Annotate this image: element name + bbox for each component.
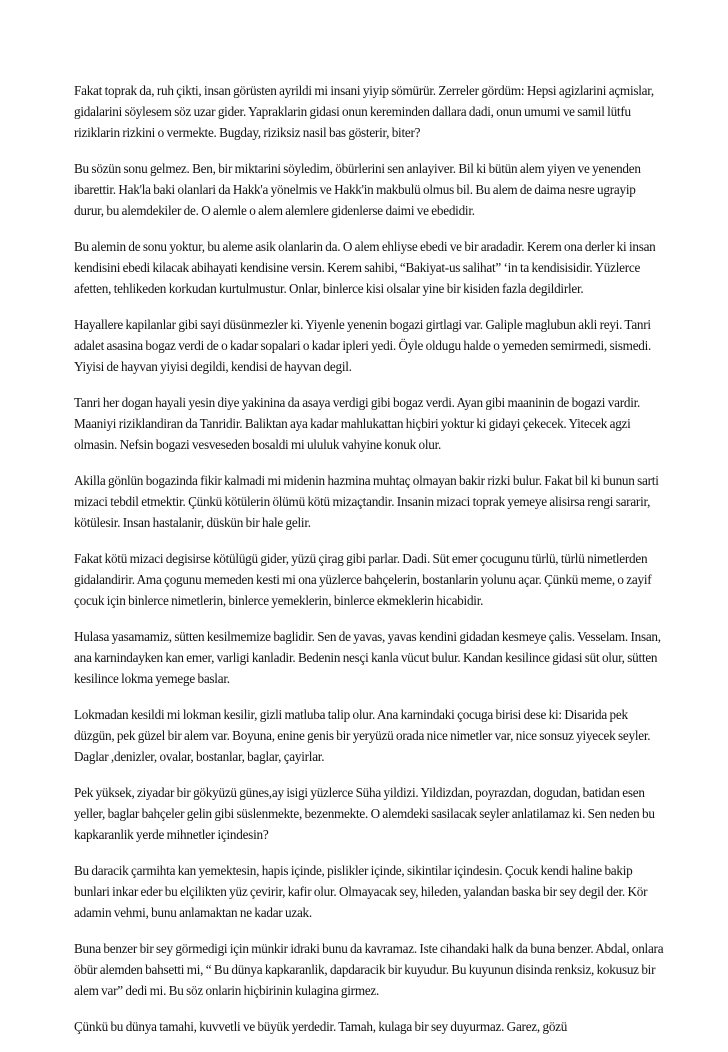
paragraph-8: Hulasa yasamamiz, sütten kesilmemize baglidir. Sen de yavas, yavas kendini gidadan kesmeye çalis. Vesselam. Insan, ana karnindayken kan emer, varligi kanladir. Bedenin nesçi kanla vücut bulur. Kandan kesilince gidasi süt olur, sütten kesilince lokma yemege baslar.	[74, 629, 661, 686]
paragraph-12: Buna benzer bir sey görmedigi için münkir idraki bunu da kavramaz. Iste cihandaki halk da buna benzer. Abdal, onlara öbür alemden bahsetti mi, “ Bu dünya kapkaranlik, dapdaracik bir kuyudur. Bu kuyunun disinda renksiz, kokusuz bir alem var” dedi mi. Bu söz onlarin hiçbirinin kulagina girmez.	[74, 941, 664, 998]
paragraph-9: Lokmadan kesildi mi lokman kesilir, gizli matluba talip olur. Ana karnindaki çocuga birisi dese ki: Disarida pek düzgün, pek güzel bir alem var. Boyuna, enine genis bir yeryüzü orada nice nimetler var, nice sonsuz yiyecek seyler. Daglar ,denizler, ovalar, bostanlar, baglar, çayirlar.	[74, 707, 651, 764]
paragraph-2: Bu sözün sonu gelmez. Ben, bir miktarini söyledim, öbürlerini sen anlayiver. Bil ki bütün alem yiyen ve yenenden ibarettir. Hak'la baki olanlari da Hakk'a yönelmis ve Hakk'in makbulü olmus bil. Bu alem de daima nesre ugrayip durur, bu alemdekiler de. O alemle o alem alemlere gidenlerse daimi ve ebedidir.	[74, 161, 641, 218]
paragraph-10: Pek yüksek, ziyadar bir gökyüzü günes,ay isigi yüzlerce Süha yildizi. Yildizdan, poyrazdan, dogudan, batidan esen yeller, baglar bahçeler gelin gibi süslenmekte, bezenmekte. O alemdeki sasilacak seyler anlatilamaz ki. Sen neden bu kapkaranlik yerde mihnetler içindesin?	[74, 785, 655, 842]
paragraph-7: Fakat kötü mizaci degisirse kötülügü gider, yüzü çirag gibi parlar. Dadi. Süt emer çocugunu türlü, türlü nimetlerden gidalandirir. Ama çogunu memeden kesti mi ona yüzlerce bahçelerin, bostanlarin yolunu açar. Çünkü meme, o zayif çocuk için binlerce nimetlerin, binlerce yemeklerin, binlerce ekmeklerin hicabidir.	[74, 551, 652, 608]
paragraph-1: Fakat toprak da, ruh çikti, insan görüsten ayrildi mi insani yiyip sömürür. Zerreler gördüm: Hepsi agizlarini açmislar, gidalarini söylesem söz uzar gider. Yapraklarin gidasi onun kereminden dallara dadi, onun umumi ve samil lütfu riziklarin rizkini o vermekte. Bugday, riziksiz nasil bas gösterir, biter?	[74, 83, 654, 140]
document-page	[74, 80, 664, 1052]
paragraph-11: Bu daracik çarmihta kan yemektesin, hapis içinde, pislikler içinde, sikintilar içindesin. Çocuk kendi haline bakip bunlari inkar eder bu elçilikten yüz çevirir, kafir olur. Olmayacak sey, hileden, yalandan baska bir sey degil der. Kör adamin vehmi, bunu anlamaktan ne kadar uzak.	[74, 863, 648, 920]
paragraph-3: Bu alemin de sonu yoktur, bu aleme asik olanlarin da. O alem ehliyse ebedi ve bir aradadir. Kerem ona derler ki insan kendisini ebedi kilacak abihayati kendisine versin. Kerem sahibi, “Bakiyat-us salihat” ‘in ta kendisisidir. Yüzlerce afetten, tehlikeden korkudan kurtulmustur. Onlar, binlerce kisi olsalar yine bir kisiden fazla degildirler.	[74, 239, 656, 296]
paragraph-6: Akilla gönlün bogazinda fikir kalmadi mi midenin hazmina muhtaç olmayan bakir rizki bulur. Fakat bil ki bunun sarti mizaci tebdil etmektir. Çünkü kötülerin ölümü kötü mizaçtandir. Insanin mizaci toprak yemeye alisirsa rengi sararir, kötülesir. Insan hastalanir, düskün bir hale gelir.	[74, 473, 659, 530]
paragraph-13: Çünkü bu dünya tamahi, kuvvetli ve büyük yerdedir. Tamah, kulaga bir sey duyurmaz. Garez, gözü	[74, 1019, 568, 1034]
paragraph-5: Tanri her dogan hayali yesin diye yakinina da asaya verdigi gibi bogaz verdi. Ayan gibi maaninin de bogazi vardir. Maaniyi riziklandiran da Tanridir. Baliktan aya kadar mahlukattan hiçbiri yoktur ki gidayi çekecek. Yitecek agzi olmasin. Nefsin bogazi vesveseden bosaldi mi ululuk vahyine konuk olur.	[74, 395, 641, 452]
paragraph-4: Hayallere kapilanlar gibi sayi düsünmezler ki. Yiyenle yenenin bogazi girtlagi var. Galiple maglubun akli reyi. Tanri adalet asasina bogaz verdi de o kadar sopalari o kadar ipleri yedi. Öyle oldugu halde o yemeden semirmedi, sismedi. Yiyisi de hayvan yiyisi degildi, kendisi de hayvan degil.	[74, 317, 652, 374]
